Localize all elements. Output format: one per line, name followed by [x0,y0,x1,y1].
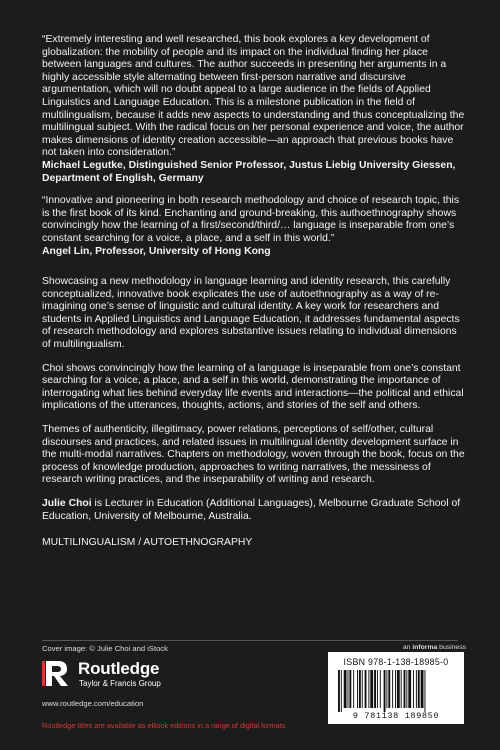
author-bio [42,498,466,523]
barcode-bar [408,670,411,708]
informa-brand: informa [412,644,438,651]
barcode-bar [413,670,414,708]
barcode-digits: 9 781138 189850 [352,711,440,720]
ebook-note: Routledge titles are available as eBook editions in a range of digital formats [42,721,286,730]
barcode-bar [384,670,386,712]
endorsement-quote-1: “Extremely interesting and well researched, this book explores a key development of globalization: the mobility of people and its impact on the individual finding her place between languages and cultures. The author succeeds in presenting her arguments in a highly accessible style alternating between first-person narrative and discursive argumentation, which will no doubt appeal to a large audience in the fields of Applied Linguistics and Language Education. This is a milestone publication in the field of multilingualism, because it adds new aspects to understanding and thus conceptualizing the multilingual subject. With the radical focus on her personal experience and voice, the author makes dimensions of identity creation accessible—an approach that previous books have not taken into consideration.” [42,34,465,159]
description-paragraph-3: Themes of authenticity, illegitimacy, power relations, perceptions of self/other, cultural discourses and practices, and related issues in multilingual identity development surface in the multi-modal narratives. Chapters on methodology, woven through the book, focus on the process of knowledge production, approaches to writing narratives, the messiness of research writing practices, and the inseparability of writing and research. [42,424,465,486]
publisher-tagline: Taylor & Francis Group [79,679,161,688]
publisher-website: www.routledge.com/education [42,699,144,708]
barcode-bar [338,670,340,712]
barcode-bar [401,670,402,708]
barcode-bar [416,670,417,708]
subject-category: MULTILINGUALISM / AUTOETHNOGRAPHY [42,537,253,549]
barcode-bar [353,670,354,708]
barcode-bar [365,670,367,708]
barcode-bar [386,670,387,708]
description-paragraph-2: Choi shows convincingly how the learning of a language is inseparable from one’s constant searching for a voice, a place, and a self in this world, demonstrating the importance of interrogating what lies behind everyday life events and interactions—the political and ethical implications of the utterances, thoughts, actions, and stories of the self and others. [42,362,464,412]
barcode-bar [377,670,378,708]
barcode-graphic [335,670,457,720]
barcode-bar [424,670,425,712]
barcode-bar [341,670,342,712]
barcode-bar [349,670,351,708]
barcode-bar [357,670,358,708]
back-cover-text [42,34,466,550]
endorsement-attribution-2: Angel Lin, Professor, University of Hong Kong [42,245,271,257]
description-paragraph-1: Showcasing a new methodology in language learning and identity research, this carefully conceptualized, innovative book explicates the use of autoethnography as a way of re-imagining one’s sense of linguistic and cultural identity. A key work for researchers and students in Applied Linguistics and Language Education, it addresses fundamental aspects of research methodology and explores substantive issues relating to individual dimensions of multilingualism. [42,276,460,351]
informa-business-label [403,644,466,651]
author-name: Julie Choi [42,498,92,509]
barcode-bar [374,670,376,708]
informa-prefix: an [402,644,413,651]
barcode-bar [370,670,373,708]
barcode-bar [362,670,363,708]
barcode-bar [359,670,361,708]
informa-suffix: business [437,644,466,651]
routledge-logo [42,658,262,698]
endorsement-attribution-1: Michael Legutke, Distinguished Senior Professor, Justus Liebig University Giessen, Department of English, Germany [42,159,456,184]
barcode-bar [397,670,400,708]
author-bio-text: is Lecturer in Education (Additional Languages), Melbourne Graduate School of Education, University of Melbourne, Australia. [42,498,461,522]
barcode-bar [395,670,396,708]
barcode-bar [392,670,393,708]
endorsement-quote-2: “Innovative and pioneering in both research methodology and choice of research topic, this is the first book of its kind. Enchanting and ground-breaking, this authoethnography shows convincingly how the learning of a first/second/third/… language is inseparable from one’s constant searching for a voice, a place, and a self in this world.” [42,195,460,244]
divider [42,640,458,641]
barcode-bar [380,670,381,708]
barcode-bar [418,670,420,708]
publisher-name: Routledge [78,659,160,678]
barcode-bar [348,670,349,708]
routledge-r-icon [42,658,72,688]
cover-credit: Cover image: © Julie Choi and iStock [42,644,168,653]
barcode-bar [421,670,424,708]
isbn-barcode [328,652,464,724]
barcode-bar [344,670,347,708]
barcode-bar [368,670,369,708]
barcode-bar [388,670,390,708]
barcode-bar [404,670,406,708]
isbn-label: ISBN 978-1-138-18985-0 [343,657,449,667]
barcode-bar [406,670,407,708]
